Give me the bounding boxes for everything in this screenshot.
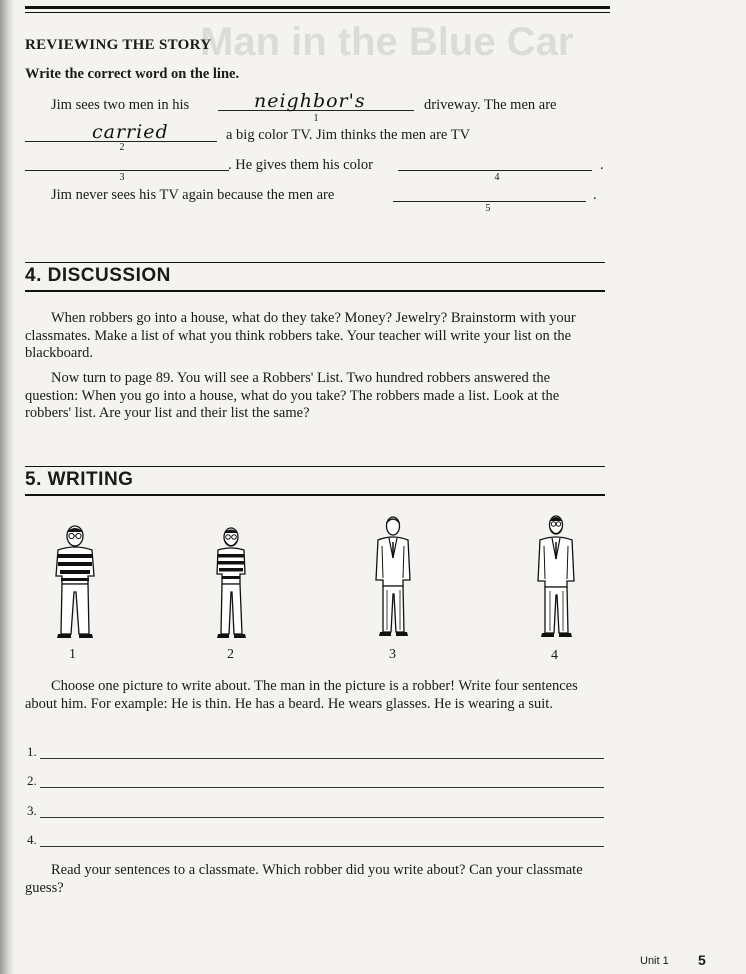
- blank-number-3: 3: [119, 172, 125, 183]
- cloze-line-3b: . He gives them his color: [228, 157, 373, 173]
- footer-unit: Unit 1: [640, 955, 669, 967]
- blank-number-2: 2: [119, 142, 125, 153]
- blank-3[interactable]: [25, 170, 229, 171]
- robber-figure-1[interactable]: [52, 524, 98, 642]
- discussion-title: 4. DISCUSSION: [25, 265, 171, 286]
- writing-line-1[interactable]: [40, 758, 604, 759]
- cloze-line-1b: driveway. The men are: [424, 97, 557, 113]
- answer-2: carried: [92, 121, 169, 143]
- blank-number-5: 5: [485, 203, 491, 214]
- writing-rule-bottom: [25, 494, 605, 496]
- discussion-rule-top: [25, 262, 605, 263]
- top-rule: [25, 6, 610, 9]
- figure-label-1: 1: [69, 647, 76, 662]
- blank-5[interactable]: [393, 201, 586, 202]
- cloze-line-2b: a big color TV. Jim thinks the men are TV: [226, 127, 471, 143]
- figure-label-4: 4: [551, 648, 558, 663]
- writing-rule-top: [25, 466, 605, 467]
- page-gutter-shadow: [0, 0, 14, 974]
- reviewing-instruction: Write the correct word on the line.: [25, 66, 240, 82]
- blank-number-1: 1: [313, 113, 319, 124]
- reviewing-heading: REVIEWING THE STORY: [25, 37, 212, 53]
- writing-line-number-4: 4.: [27, 832, 37, 847]
- writing-para-1: Choose one picture to write about. The man in the picture is a robber! Write four sentences about him. For example: He is thin. He has a beard. He wears glasses. He is wearing a suit.: [25, 678, 578, 712]
- cloze-line-1a: Jim sees two men in his: [51, 97, 190, 113]
- writing-title: 5. WRITING: [25, 469, 134, 490]
- writing-line-number-1: 1.: [27, 744, 37, 759]
- robber-figure-4[interactable]: [535, 513, 577, 643]
- bleed-through-title: Man in the Blue Car: [200, 20, 574, 64]
- period-3: .: [600, 157, 604, 173]
- period-5: .: [593, 187, 597, 203]
- blank-4[interactable]: [398, 170, 592, 171]
- writing-line-number-2: 2.: [27, 773, 37, 788]
- blank-number-4: 4: [494, 172, 500, 183]
- robber-figure-2[interactable]: [212, 526, 250, 642]
- cloze-line-4a: Jim never sees his TV again because the men are: [51, 187, 335, 203]
- robber-figure-3[interactable]: [373, 514, 413, 642]
- discussion-para-1: When robbers go into a house, what do they take? Money? Jewelry? Brainstorm with your classmates. Make a list of what you think robbers take. Your teacher will write your list on the blackboard.: [25, 310, 576, 361]
- top-rule-thin: [25, 12, 610, 13]
- writing-para-2: Read your sentences to a classmate. Which robber did you write about? Can your classmate guess?: [25, 862, 583, 896]
- discussion-para-2: Now turn to page 89. You will see a Robbers' List. Two hundred robbers answered the question: When you go into a house, what do you take? The robbers made a list. Look at the robbers' list. Are your list and their list the same?: [25, 370, 560, 421]
- writing-line-3[interactable]: [40, 817, 604, 818]
- discussion-rule-bottom: [25, 290, 605, 292]
- writing-line-4[interactable]: [40, 846, 604, 847]
- page-number: 5: [698, 952, 706, 968]
- writing-line-number-3: 3.: [27, 803, 37, 818]
- writing-line-2[interactable]: [40, 787, 604, 788]
- answer-1: neighbor's: [254, 90, 366, 112]
- figure-label-3: 3: [389, 647, 396, 662]
- figure-label-2: 2: [227, 647, 234, 662]
